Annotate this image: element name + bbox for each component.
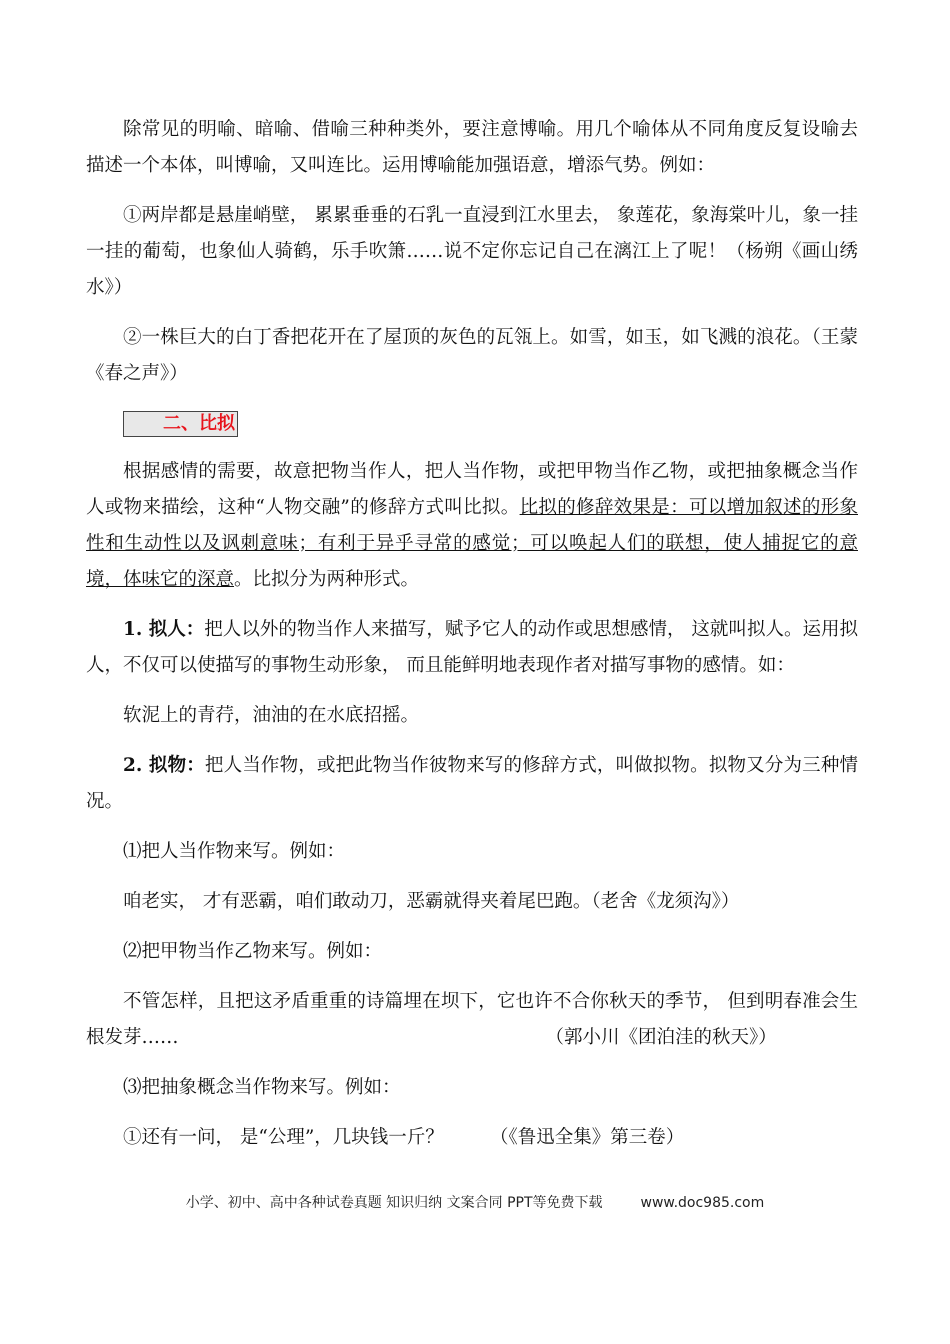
footer-site: www.doc985.com (640, 1195, 765, 1211)
text-run: 根据感情的需要，故意把物当作人，把人当作物，或把甲物当作乙物，或把抽象概念当作人或物来描绘，这种“人物交融”的修辞方式叫比拟。 (86, 461, 858, 518)
text-run: 把人以外的物当作人来描写，赋予它人的动作或思想感情， 这就叫拟人。运用拟人，不仅可以使描写的事物生动形象， 而且能鲜明地表现作者对描写事物的感情。如： (86, 619, 858, 676)
example-paragraph: ①还有一问， 是“公理”，几块钱一斤？ （《鲁迅全集》第三卷） (123, 1127, 685, 1148)
example-paragraph: 软泥上的青荇，油油的在水底招摇。 (123, 705, 420, 726)
section-heading: 二、比拟 (123, 411, 238, 437)
paragraph (86, 612, 858, 684)
underlined-text: 比拟的修辞效果是：可以增加叙述的形象性和生动性以及讽刺意味；有利于异乎寻常的感觉；可以唤起人们的联想，使人捕捉它的意境，体味它的深意 (86, 497, 858, 590)
subheading: ⑵把甲物当作乙物来写。例如： (123, 941, 383, 962)
paragraph (86, 748, 858, 820)
example-paragraph (86, 984, 858, 1056)
text-run: 不管怎样，且把这矛盾重重的诗篇埋在坝下，它也许不合你秋天的季节， 但到明春准会生根发芽…… (86, 991, 858, 1048)
subheading: ⑶把抽象概念当作物来写。例如： (123, 1077, 401, 1098)
bold-term: 1. 拟人： (123, 619, 205, 640)
section-heading-row (86, 406, 858, 442)
example-paragraph: ②一株巨大的白丁香把花开在了屋顶的灰色的瓦瓴上。如雪，如玉，如飞溅的浪花。（王蒙《春之声》） (86, 327, 858, 384)
page-footer (0, 1192, 950, 1212)
text-run: 把人当作物，或把此物当作彼物来写的修辞方式，叫做拟物。拟物又分为三种情况。 (86, 755, 858, 812)
paragraph: 除常见的明喻、暗喻、借喻三种种类外，要注意博喻。用几个喻体从不同角度反复设喻去描述一个本体，叫博喻，又叫连比。运用博喻能加强语意，增添气势。例如： (86, 119, 858, 176)
text-run: 。比拟分为两种形式。 (234, 569, 420, 590)
footer-text: 小学、初中、高中各种试卷真题 知识归纳 文案合同 PPT等免费下载 (185, 1195, 603, 1211)
example-paragraph: ①两岸都是悬崖峭壁， 累累垂垂的石乳一直浸到江水里去， 象莲花，象海棠叶儿，象一挂一挂的葡萄，也象仙人骑鹤，乐手吹箫……说不定你忘记自己在漓江上了呢！（杨朔《画山绣水》） (86, 205, 858, 298)
citation: （郭小川《团泊洼的秋天》） (545, 1027, 777, 1048)
example-paragraph: 咱老实， 才有恶霸，咱们敢动刀，恶霸就得夹着尾巴跑。（老舍《龙须沟》） (123, 891, 740, 912)
bold-term: 2. 拟物： (123, 755, 205, 776)
subheading: ⑴把人当作物来写。例如： (123, 841, 346, 862)
document-body (86, 112, 858, 1170)
paragraph (86, 454, 858, 598)
